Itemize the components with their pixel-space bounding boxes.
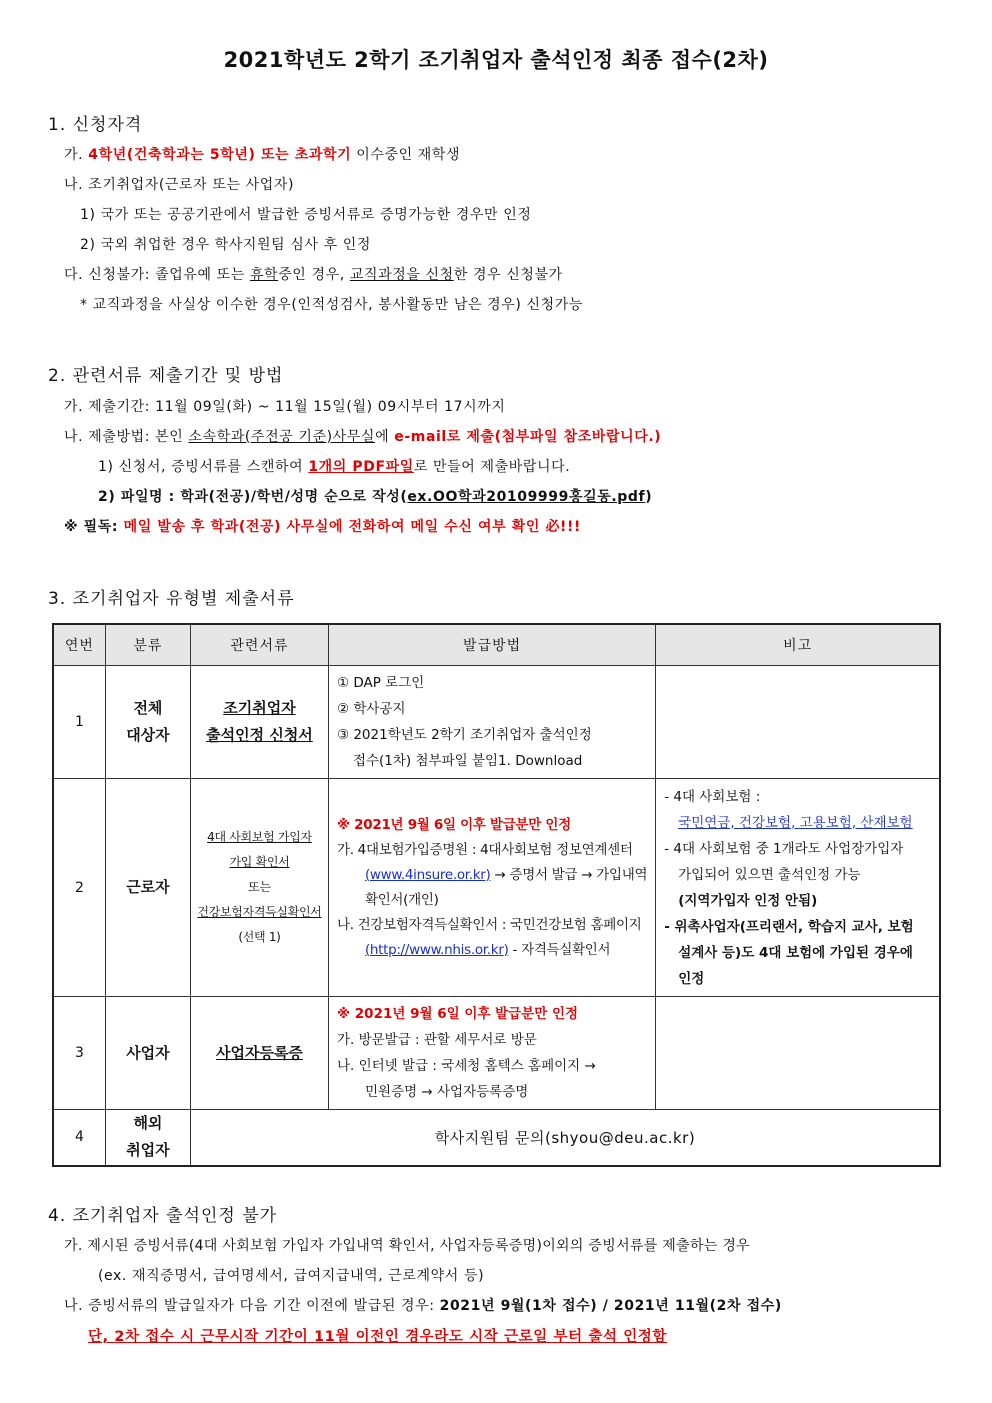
s1-note: * 교직과정을 사실상 이수한 경우(인적성검사, 봉사활동만 남은 경우) 신청가능 — [80, 297, 584, 313]
s2-na-2: 2) 파일명 : 학과(전공)/학번/성명 순으로 작성(ex.OO학과20109999홍길동.pdf) — [98, 489, 653, 505]
row-method: ① DAP 로그인 ② 학사공지 ③ 2021학년도 2학기 조기취업자 출석인정 접수(1차) 첨부파일 붙임1. Download — [328, 666, 655, 779]
s2-must-read: ※ 필독: 메일 발송 후 학과(전공) 사무실에 전화하여 메일 수신 여부 확인 必!!! — [64, 519, 581, 535]
row-category: 전체 대상자 — [105, 666, 190, 779]
table-row — [53, 666, 940, 779]
row-note — [656, 666, 940, 779]
row-category: 사업자 — [105, 997, 190, 1110]
row-method: ※ 2021년 9월 6일 이후 발급분만 인정 가. 방문발급 : 관할 세무서로 방문 나. 인터넷 발급 : 국세청 홈텍스 홈페이지 → 민원증명 → 사업자등록증명 — [328, 997, 655, 1110]
row-no: 4 — [53, 1110, 105, 1166]
row-note: - 4대 사회보험 : 국민연금, 건강보험, 고용보험, 산재보험 - 4대 사회보험 중 1개라도 사업장가입자 가입되어 있으면 출석인정 가능 (지역가입자 인정 안됨) - 위촉사업자(프리랜서, 학습지 교사, 보험 설계사 등)도 4대 보험에 가입된 경우에 인정 — [656, 779, 940, 997]
header-no: 연번 — [53, 624, 105, 666]
row-category: 근로자 — [105, 779, 190, 997]
row-document: 사업자등록증 — [190, 997, 328, 1110]
s4-ga: 가. 제시된 증빙서류(4대 사회보험 가입자 가입내역 확인서, 사업자등록증명)이외의 증빙서류를 제출하는 경우 — [64, 1238, 750, 1254]
s1-da: 다. 신청불가: 졸업유예 또는 휴학중인 경우, 교직과정을 신청한 경우 신청불가 — [64, 267, 563, 283]
table-row — [53, 1110, 940, 1166]
s1-na-2: 2) 국외 취업한 경우 학사지원팀 심사 후 인정 — [80, 237, 372, 253]
section-3-heading: 3. 조기취업자 유형별 제출서류 — [48, 589, 295, 609]
header-note: 비고 — [656, 624, 940, 666]
row-document: 조기취업자 출석인정 신청서 — [190, 666, 328, 779]
s4-exception: 단, 2차 접수 시 근무시작 기간이 11월 이전인 경우라도 시작 근로일 부터 출석 인정함 — [88, 1329, 668, 1345]
table-header-row — [53, 624, 940, 666]
s1-ga: 가. 4학년(건축학과는 5학년) 또는 초과학기 이수중인 재학생 — [64, 147, 461, 163]
section-4-heading: 4. 조기취업자 출석인정 불가 — [48, 1206, 278, 1226]
row-document: 4대 사회보험 가입자 가입 확인서 또는 건강보험자격득실확인서 (선택 1) — [190, 779, 328, 997]
s2-na-1: 1) 신청서, 증빙서류를 스캔하여 1개의 PDF파일로 만들어 제출바랍니다. — [98, 459, 571, 475]
row-category: 해외 취업자 — [105, 1110, 190, 1166]
s4-ga-example: (ex. 재직증명서, 급여명세서, 급여지급내역, 근로계약서 등) — [98, 1268, 485, 1284]
header-category: 분류 — [105, 624, 190, 666]
section-1-heading: 1. 신청자격 — [48, 115, 143, 135]
s1-na-1: 1) 국가 또는 공공기관에서 발급한 증빙서류로 증명가능한 경우만 인정 — [80, 207, 532, 223]
row-note — [656, 997, 940, 1110]
header-documents: 관련서류 — [190, 624, 328, 666]
row-no: 3 — [53, 997, 105, 1110]
table-row — [53, 997, 940, 1110]
row-no: 2 — [53, 779, 105, 997]
row-method: ※ 2021년 9월 6일 이후 발급분만 인정 가. 4대보험가입증명원 : 4대사회보험 정보연계센터 (www.4insure.or.kr) → 증명서 발급 → 가입내역 확인서(개인) 나. 건강보험자격득실확인서 : 국민건강보험 홈페이지 (http://www.nhis.or.kr) - 자격득실확인서 — [328, 779, 655, 997]
s2-ga: 가. 제출기간: 11월 09일(화) ~ 11월 15일(월) 09시부터 17시까지 — [64, 399, 506, 415]
section-2-heading: 2. 관련서류 제출기간 및 방법 — [48, 366, 284, 386]
page-title: 2021학년도 2학기 조기취업자 출석인정 최종 접수(2차) — [223, 48, 769, 72]
row-contact: 학사지원팀 문의(shyou@deu.ac.kr) — [190, 1110, 940, 1166]
header-method: 발급방법 — [328, 624, 655, 666]
s1-na: 나. 조기취업자(근로자 또는 사업자) — [64, 177, 295, 193]
documents-table — [52, 623, 941, 1167]
row-no: 1 — [53, 666, 105, 779]
s2-na: 나. 제출방법: 본인 소속학과(주전공 기준)사무실에 e-mail로 제출(첨부파일 참조바랍니다.) — [64, 429, 662, 445]
s4-na: 나. 증빙서류의 발급일자가 다음 기간 이전에 발급된 경우: 2021년 9월(1차 접수) / 2021년 11월(2차 접수) — [64, 1298, 782, 1314]
table-row — [53, 779, 940, 997]
